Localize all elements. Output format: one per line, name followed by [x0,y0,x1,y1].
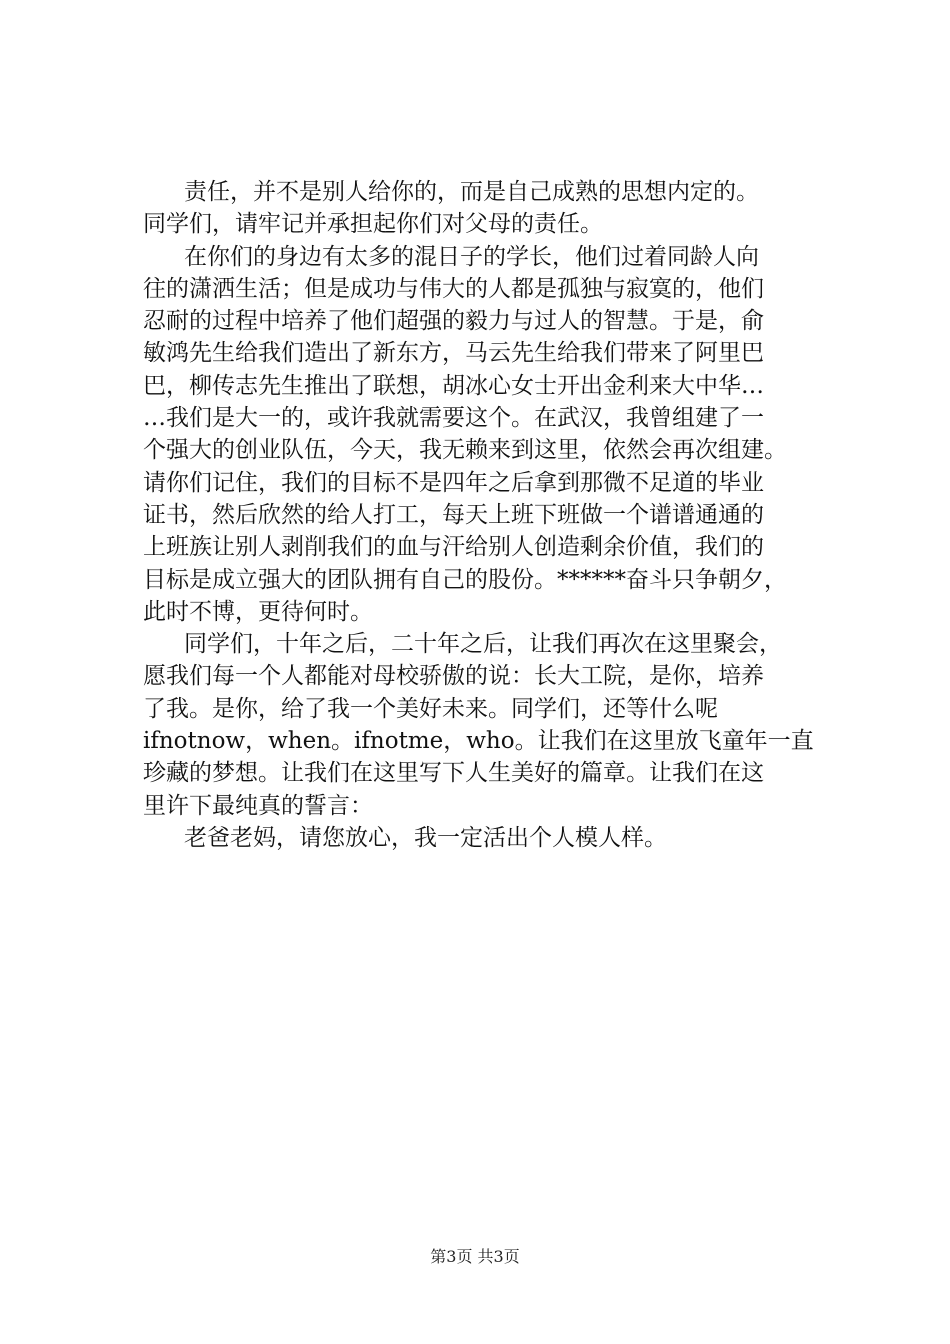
text-line: 同学们，请牢记并承担起你们对父母的责任。 [143,211,603,238]
text-line: 巴，柳传志先生推出了联想，胡冰心女士开出金利来大中华… [143,372,764,399]
text-line: 个强大的创业队伍，今天，我无赖来到这里，依然会再次组建。 [143,437,787,464]
page-footer [0,1244,950,1267]
text-line: ifnotnow，when。ifnotme，who。让我们在这里放飞童年一直 [143,728,814,755]
text-line: 老爸老妈，请您放心，我一定活出个人模人样。 [184,824,667,851]
text-line: 在你们的身边有太多的混日子的学长，他们过着同龄人向 [184,243,759,270]
page-number-label: 第3页 共3页 [430,1247,520,1266]
text-line: 珍藏的梦想。让我们在这里写下人生美好的篇章。让我们在这 [143,760,764,787]
text-line: 愿我们每一个人都能对母校骄傲的说：长大工院，是你，培养 [143,663,764,690]
text-line: 请你们记住，我们的目标不是四年之后拿到那微不足道的毕业 [143,469,764,496]
text-line: 里许下最纯真的誓言： [143,792,373,819]
document-body [143,176,833,854]
text-line: 忍耐的过程中培养了他们超强的毅力与过人的智慧。于是，俞 [143,308,764,335]
text-line: 了我。是你，给了我一个美好未来。同学们，还等什么呢 [143,695,718,722]
text-line: 上班族让别人剥削我们的血与汗给别人创造剩余价值，我们的 [143,534,764,561]
text-line: 目标是成立强大的团队拥有自己的股份。******奋斗只争朝夕， [143,566,787,593]
text-line: 往的潇洒生活；但是成功与伟大的人都是孤独与寂寞的，他们 [143,275,764,302]
text-line: 证书，然后欣然的给人打工，每天上班下班做一个谱谱通通的 [143,501,764,528]
text-line: 敏鸿先生给我们造出了新东方，马云先生给我们带来了阿里巴 [143,340,764,367]
text-line: 同学们，十年之后，二十年之后，让我们再次在这里聚会， [184,631,782,658]
text-line: 此时不博，更待何时。 [143,598,373,625]
text-line: …我们是大一的，或许我就需要这个。在武汉，我曾组建了一 [143,405,764,432]
text-line: 责任，并不是别人给你的，而是自己成熟的思想内定的。 [184,179,759,205]
